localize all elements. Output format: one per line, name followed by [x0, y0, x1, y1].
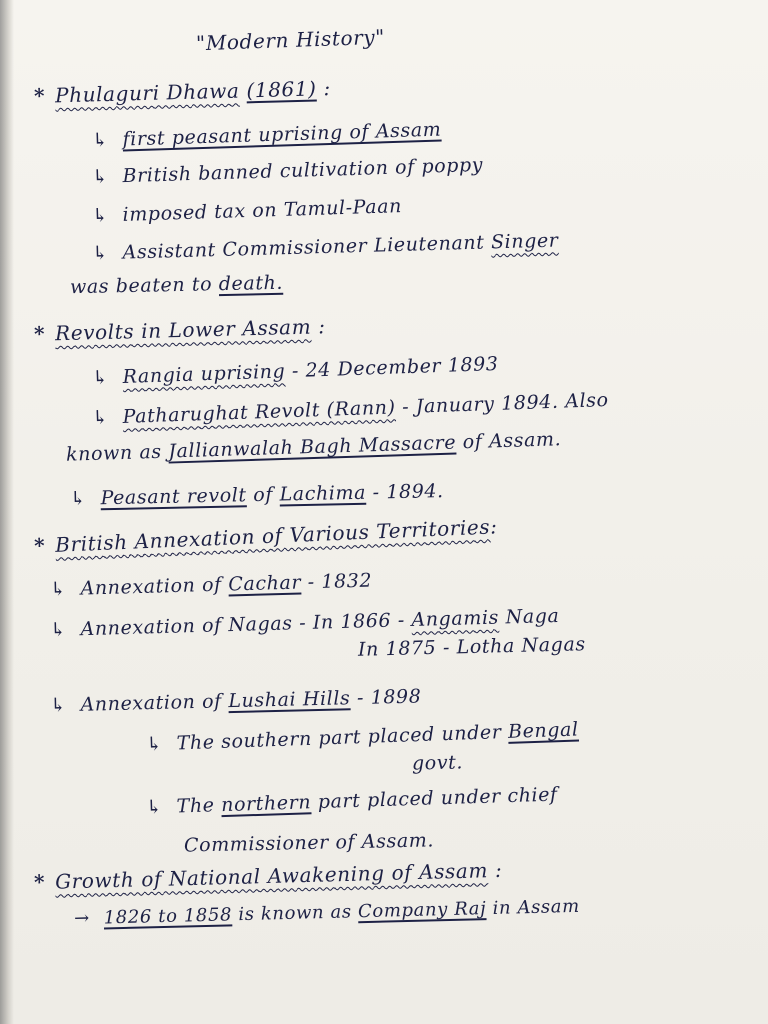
heading-year: (1861) — [246, 76, 317, 103]
bullet-text: Patharughat Revolt (Rann) — [122, 396, 396, 428]
continuation-emphasis: Jallianwalah Bagh Massacre — [167, 431, 457, 463]
continuation-line — [70, 272, 283, 298]
bullet-arrow-icon: ↳ — [49, 578, 67, 601]
bullet-arrow-icon: ↳ — [49, 618, 67, 642]
bullet-arrow-icon: ↳ — [91, 406, 110, 430]
continuation-text: In 1875 - — [357, 636, 451, 661]
bullet-text: Peasant revolt — [100, 484, 247, 510]
bullet-arrow-icon: ↳ — [91, 165, 109, 189]
bullet-text: Annexation of — [80, 573, 223, 600]
continuation-text: was beaten to — [69, 273, 213, 299]
heading-text: Revolts in Lower Assam — [54, 314, 312, 346]
title-text: "Modern History" — [195, 24, 386, 56]
bullet-text: in Assam — [492, 895, 580, 919]
continuation-line — [412, 751, 464, 774]
bullet-arrow-icon: ↳ — [49, 694, 67, 717]
bullet-date: - 24 December 1893 — [291, 352, 499, 383]
bullet-place: Angamis — [411, 606, 500, 632]
heading-text: British Annexation of Various Territories — [54, 514, 491, 557]
bullet-arrow-icon: ↳ — [91, 204, 109, 227]
bullet-arrow-icon: ↳ — [91, 366, 110, 390]
heading-colon: : — [323, 76, 332, 101]
bullet-date: - 1898 — [356, 685, 422, 710]
bullet-arrow-icon: ↳ — [145, 732, 164, 756]
continuation-text: govt. — [411, 751, 464, 775]
bullet-text: Rangia uprising — [122, 360, 286, 389]
bullet-date: - 1894. — [372, 480, 444, 504]
bullet-arrow-icon: ↳ — [145, 795, 163, 819]
bullet-text: part placed under chief — [317, 783, 558, 814]
heading-colon: : — [317, 314, 326, 339]
bullet-emphasis: northern — [220, 791, 312, 817]
bullet-name: Singer — [490, 229, 559, 254]
continuation-text: Commissioner of Assam. — [183, 829, 435, 857]
bullet-text: In 1866 - — [312, 609, 406, 634]
star-marker: * — [33, 533, 46, 558]
bullet-arrow-icon: ↳ — [91, 242, 109, 265]
bullet-text: British banned cultivation of poppy — [122, 153, 484, 188]
star-marker: * — [33, 869, 46, 895]
bullet-text: Annexation of — [80, 690, 222, 716]
right-arrow-icon: → — [73, 907, 91, 930]
heading-colon: : — [494, 857, 503, 883]
bullet-place: Lushai Hills — [228, 687, 351, 713]
bullet-date: - January 1894. Also — [401, 388, 609, 419]
bullet-text: Annexation of Nagas - — [80, 611, 307, 641]
bullet-date: - 1832 — [307, 569, 373, 594]
bullet-text: The — [176, 794, 215, 818]
bullet-arrow-icon: ↳ — [91, 128, 109, 152]
bullet-text: imposed tax on Tamul-Paan — [122, 195, 403, 226]
bullet-place: Cachar — [228, 571, 302, 596]
bullet-text: Assistant Commissioner Lieutenant — [122, 231, 485, 264]
bullet-text: Naga — [505, 604, 560, 629]
heading-text: Phulaguri Dhawa — [54, 78, 240, 108]
continuation-text: known as — [65, 440, 163, 466]
bullet-place: Bengal — [507, 718, 580, 743]
bullet-place: Lachima — [279, 481, 367, 506]
bullet-text: of — [253, 483, 274, 507]
star-marker: * — [33, 321, 46, 346]
bullet-text: first peasant uprising of Assam — [122, 118, 442, 151]
bullet-date: 1826 to 1858 — [103, 904, 233, 929]
continuation-emphasis: death. — [218, 271, 284, 296]
bullet-emphasis: Company Raj — [357, 898, 487, 923]
continuation-text: Lotha Nagas — [456, 633, 586, 659]
page-binding-edge — [0, 0, 14, 1024]
bullet-text: The southern part placed under — [176, 721, 502, 755]
heading-text: Growth of National Awakening of Assam — [54, 858, 489, 894]
bullet-arrow-icon: ↳ — [69, 487, 87, 510]
bullet-text: is known as — [238, 901, 352, 926]
star-marker: * — [33, 83, 46, 108]
continuation-text: of Assam. — [462, 428, 562, 454]
heading-colon: : — [489, 514, 498, 539]
